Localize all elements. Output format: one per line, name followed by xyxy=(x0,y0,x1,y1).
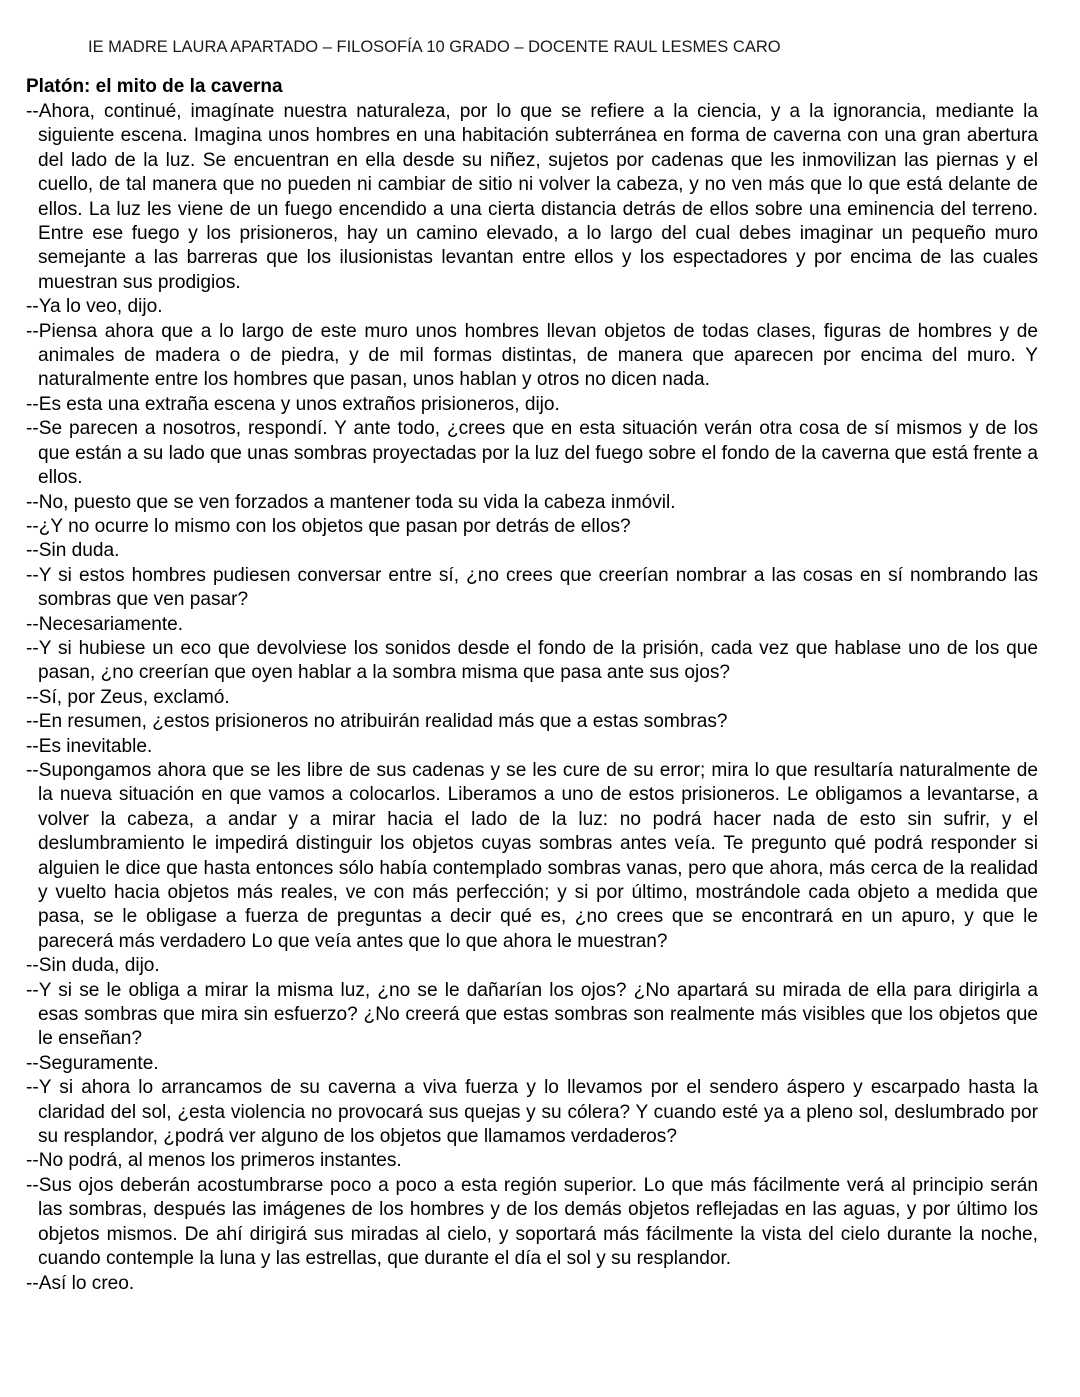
paragraph: --Ya lo veo, dijo. xyxy=(26,296,163,318)
paragraph: --Ahora, continué, imagínate nuestra naturaleza, por lo que se refiere a la ciencia, y a la ignorancia, mediante la siguiente escena. Imagina unos hombres en una habitación subterránea en forma de caverna con una gran abertura del lado de la luz. Se encuentran en ella desde su niñez, sujetos por cadenas que les inmovilizan las piernas y el cuello, de tal manera que no pueden ni cambiar de sitio ni volver la cabeza, y no ven más que lo que está delante de ellos. La luz les viene de un fuego encendido a una cierta distancia detrás de ellos sobre una eminencia del terreno. Entre ese fuego y los prisioneros, hay un camino elevado, a lo largo del cual debes imaginar un pequeño muro semejante a las barreras que los ilusionistas levantan entre ellos y los espectadores y por encima de las cuales muestran sus prodigios. xyxy=(26,101,1038,293)
paragraph: --Se parecen a nosotros, respondí. Y ante todo, ¿crees que en esta situación verán otra cosa de sí mismos y de los que están a su lado que unas sombras proyectadas por la luz del fuego sobre el fondo de la caverna que está frente a ellos. xyxy=(26,418,1038,489)
paragraph: --No, puesto que se ven forzados a mantener toda su vida la cabeza inmóvil. xyxy=(26,491,676,513)
paragraph: --No podrá, al menos los primeros instantes. xyxy=(26,1150,402,1172)
paragraph: --Y si hubiese un eco que devolviese los sonidos desde el fondo de la prisión, cada vez que hablase uno de los que pasan, ¿no creerían que oyen hablar a la sombra misma que pasa ante sus ojos? xyxy=(26,637,1038,684)
paragraph: --Y si se le obliga a mirar la misma luz, ¿no se le dañarían los ojos? ¿No apartará su mirada de ella para dirigirla a esas sombras que mira sin esfuerzo? ¿No creerá que estas sombras son realmente más visibles que los objetos que le enseñan? xyxy=(26,979,1038,1050)
paragraph: --Es inevitable. xyxy=(26,735,153,757)
paragraph: --Sus ojos deberán acostumbrarse poco a poco a esta región superior. Lo que más fácilmente verá al principio serán las sombras, después las imágenes de los hombres y de los demás objetos reflejadas en las aguas, y por último los objetos mismos. De ahí dirigirá sus miradas al cielo, y soportará más fácilmente la vista del cielo durante la noche, cuando contemple la luna y las estrellas, que durante el día el sol y su resplandor. xyxy=(26,1174,1038,1270)
paragraph: --Y si ahora lo arrancamos de su caverna a viva fuerza y lo llevamos por el sendero áspero y escarpado hasta la claridad del sol, ¿esta violencia no provocará sus quejas y su cólera? Y cuando esté ya a pleno sol, deslumbrado por su resplandor, ¿podrá ver alguno de los objetos que llamamos verdaderos? xyxy=(26,1077,1038,1148)
paragraph: --En resumen, ¿estos prisioneros no atribuirán realidad más que a estas sombras? xyxy=(26,711,728,733)
paragraph: --Sí, por Zeus, exclamó. xyxy=(26,686,230,708)
document-title: Platón: el mito de la caverna xyxy=(26,76,283,97)
paragraph: --Así lo creo. xyxy=(26,1272,135,1294)
paragraph: --Supongamos ahora que se les libre de sus cadenas y se les cure de su error; mira lo que resultaría naturalmente de la nueva situación en que vamos a colocarlos. Liberamos a uno de estos prisioneros. Le obligamos a levantarse, a volver la cabeza, a andar y a mirar hacia el lado de la luz: no podrá hacer nada de esto sin sufrir, y el deslumbramiento le impedirá distinguir los objetos cuyas sombras antes veía. Te pregunto qué podrá responder si alguien le dice que hasta entonces sólo había contemplado sombras vanas, pero que ahora, más cerca de la realidad y vuelto hacia objetos más reales, ve con más perfección; y si por último, mostrándole cada objeto a medida que pasa, se le obligase a fuerza de preguntas a decir qué es, ¿no crees que se encontrará en un apuro, y que le parecerá más verdadero Lo que veía antes que lo que ahora le muestran? xyxy=(26,759,1038,952)
paragraph: --Sin duda, dijo. xyxy=(26,955,160,977)
paragraph: --Necesariamente. xyxy=(26,613,184,635)
paragraph: --¿Y no ocurre lo mismo con los objetos que pasan por detrás de ellos? xyxy=(26,515,631,537)
paragraph: --Seguramente. xyxy=(26,1052,159,1074)
paragraph: --Es esta una extraña escena y unos extraños prisioneros, dijo. xyxy=(26,393,560,415)
paragraph: --Y si estos hombres pudiesen conversar entre sí, ¿no crees que creerían nombrar a las cosas en sí nombrando las sombras que ven pasar? xyxy=(26,564,1038,611)
document-header: IE MADRE LAURA APARTADO – FILOSOFÍA 10 GRADO – DOCENTE RAUL LESMES CARO xyxy=(88,38,781,56)
paragraph: --Piensa ahora que a lo largo de este muro unos hombres llevan objetos de todas clases, figuras de hombres y de animales de madera o de piedra, y de mil formas distintas, de manera que aparecen por encima del muro. Y naturalmente entre los hombres que pasan, unos hablan y otros no dicen nada. xyxy=(26,320,1038,391)
document-body xyxy=(26,100,1038,1296)
paragraph: --Sin duda. xyxy=(26,540,120,562)
